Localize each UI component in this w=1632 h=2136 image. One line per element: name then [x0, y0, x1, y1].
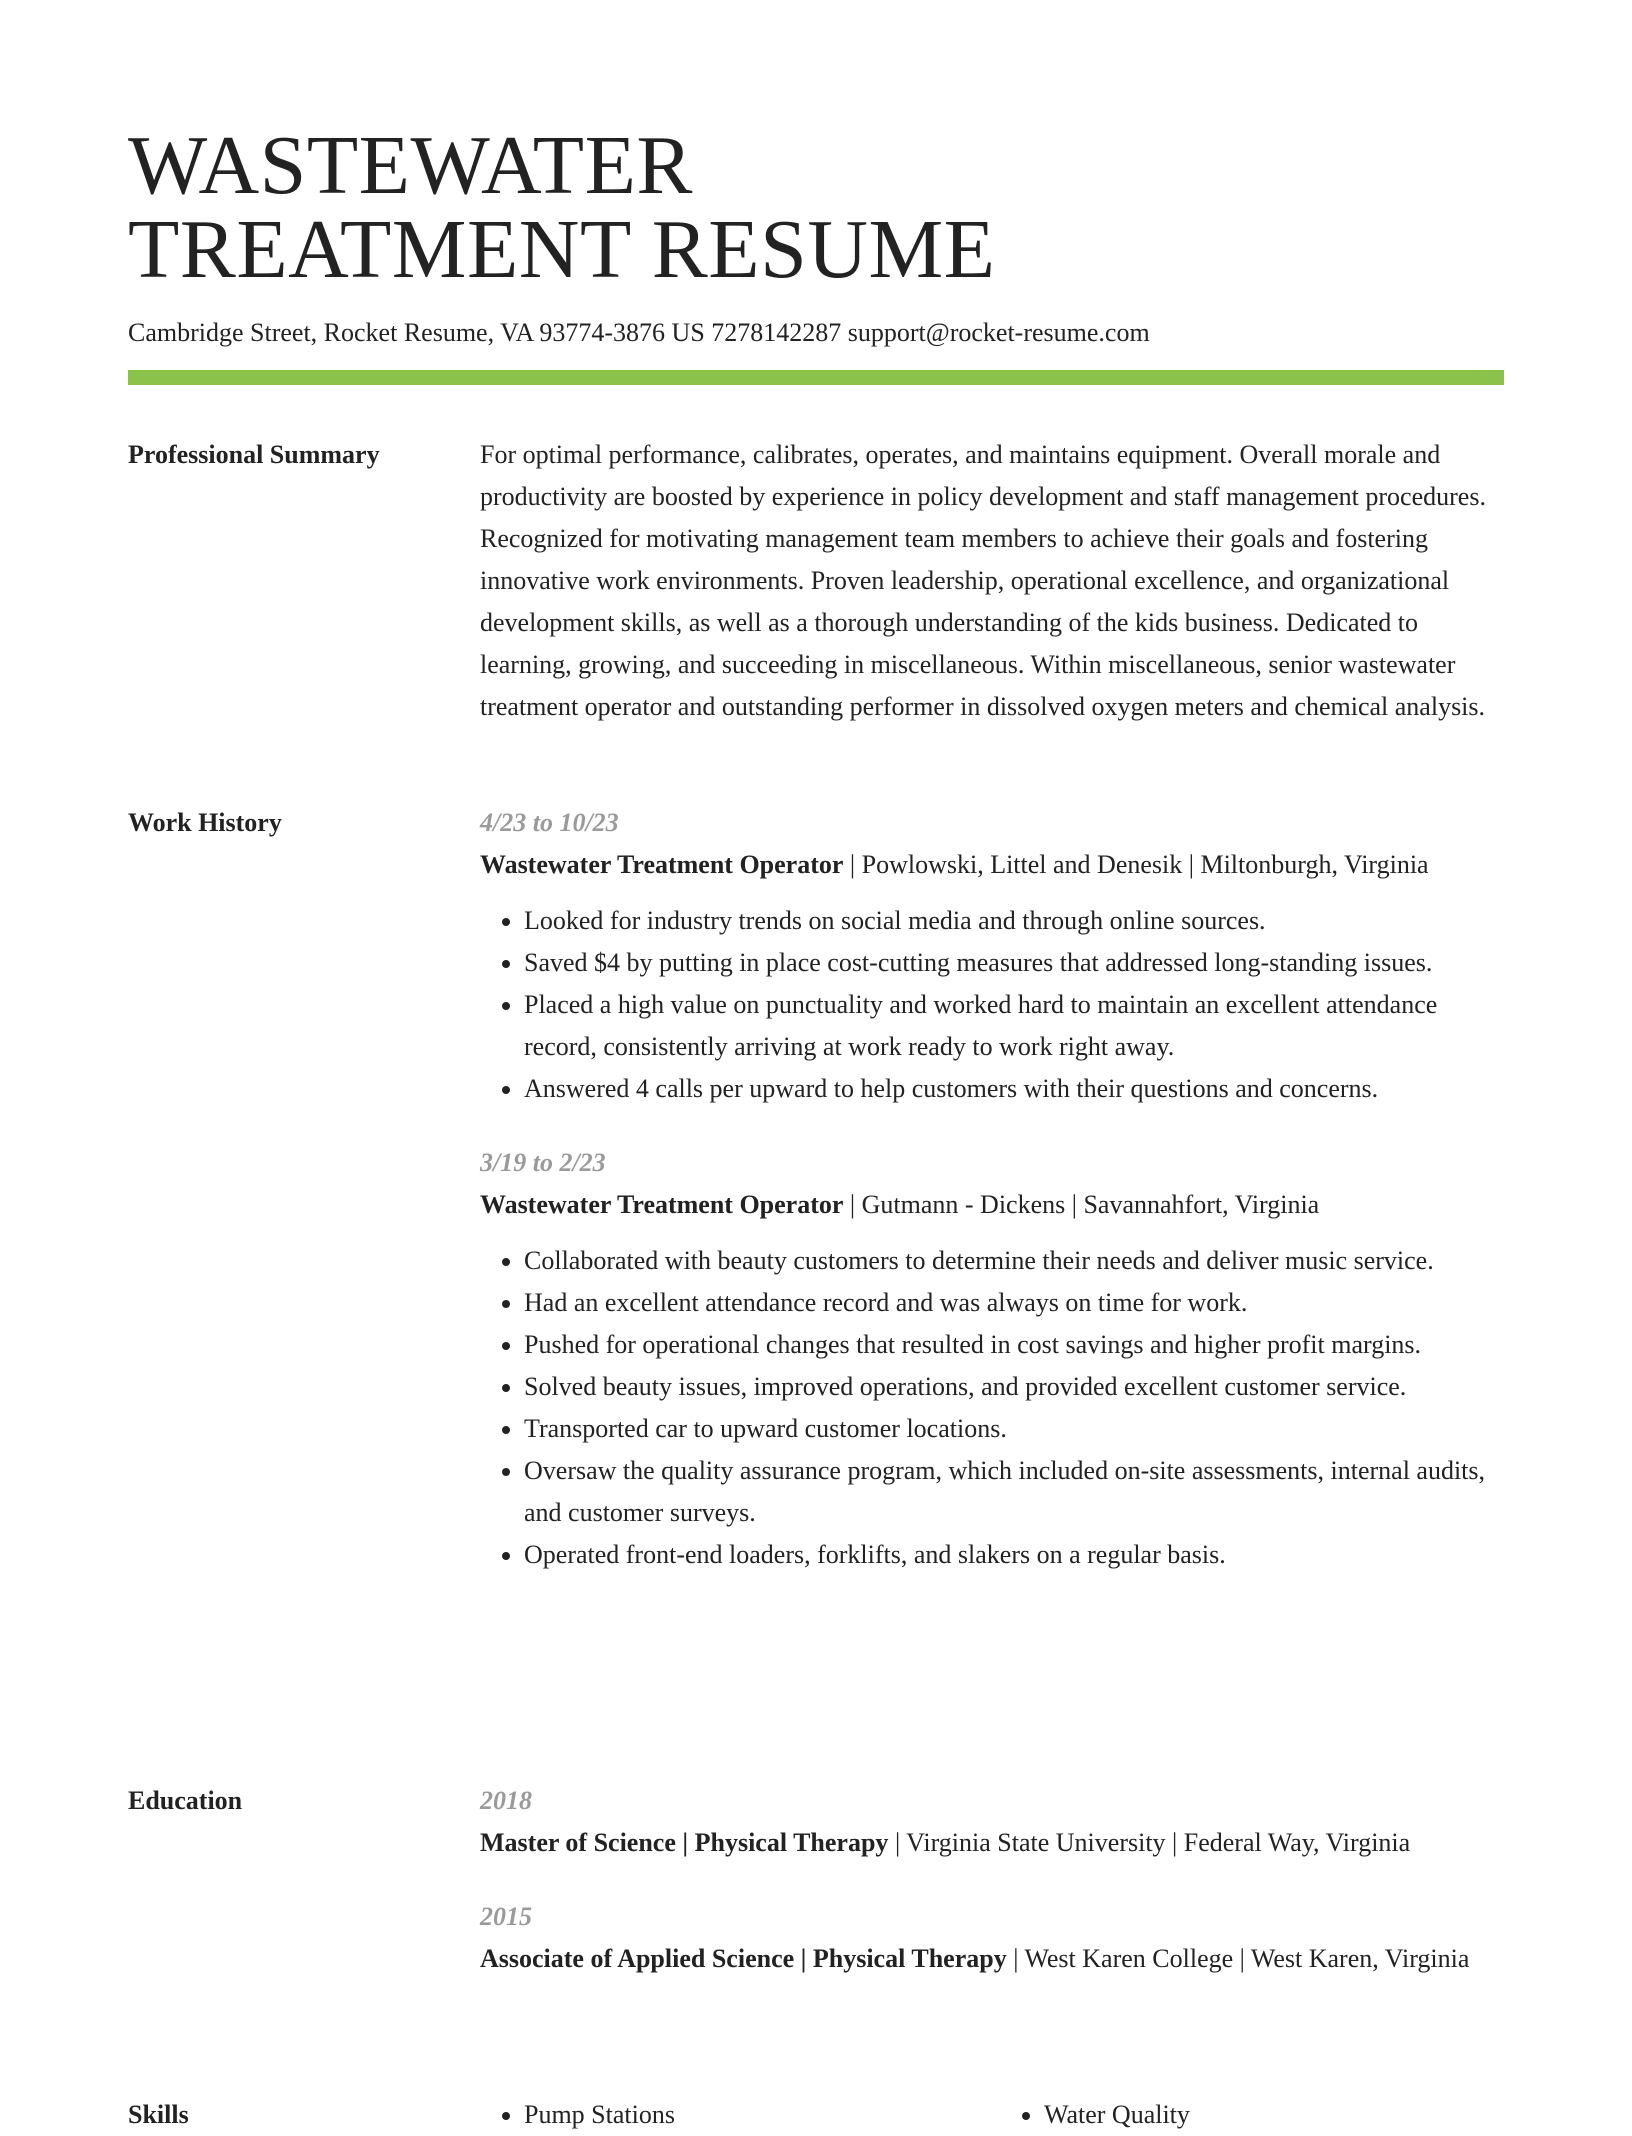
job-details: | Gutmann - Dickens | Savannahfort, Virginia [843, 1190, 1320, 1219]
list-item: • Answered 4 calls per upward to help customers with their questions and concerns. [524, 1068, 1504, 1110]
degree-name: Associate of Applied Science | Physical Therapy [480, 1944, 1007, 1973]
education-section [128, 1780, 1504, 2060]
job-bullets [480, 900, 1504, 1110]
education-details: | Virginia State University | Federal Way, Virginia [888, 1828, 1411, 1857]
job-details: | Powlowski, Littel and Denesik | Miltonburgh, Virginia [843, 850, 1429, 879]
list-item: • Pushed for operational changes that resulted in cost savings and higher profit margins. [524, 1324, 1504, 1366]
education-year: 2018 [480, 1786, 532, 1815]
list-item: • Collaborated with beauty customers to determine their needs and deliver music service. [524, 1240, 1504, 1282]
title-line-2: TREATMENT RESUME [128, 203, 996, 296]
list-item: • Had an excellent attendance record and was always on time for work. [524, 1282, 1504, 1324]
job-entry [480, 802, 1504, 1110]
work-history-body [480, 802, 1504, 1608]
skills-label: Skills [128, 2100, 189, 2129]
contact-info: Cambridge Street, Rocket Resume, VA 93774-3876 US 7278142287 support@rocket-resume.com [128, 318, 1150, 347]
resume-title [128, 119, 996, 296]
list-item: • Placed a high value on punctuality and worked hard to maintain an excellent attendance record, consistently arriving at work ready to work right away. [524, 984, 1504, 1068]
list-item: • Pump Stations [524, 2094, 984, 2136]
summary-body [480, 434, 1504, 728]
job-title: Wastewater Treatment Operator [480, 850, 844, 879]
education-details: | West Karen College | West Karen, Virginia [1006, 1944, 1470, 1973]
list-item: • Looked for industry trends on social media and through online sources. [524, 900, 1504, 942]
skills-body [480, 2094, 1504, 2136]
title-line-1: WASTEWATER [128, 119, 693, 212]
education-heading [480, 1938, 1504, 1980]
education-label: Education [128, 1786, 243, 1815]
work-history-section [128, 802, 1504, 1762]
education-entry [480, 1780, 1504, 1864]
job-heading [480, 844, 1504, 886]
education-body [480, 1780, 1504, 2012]
work-history-label: Work History [128, 808, 282, 837]
job-heading [480, 1184, 1504, 1226]
list-item: • Saved $4 by putting in place cost-cutting measures that addressed long-standing issues. [524, 942, 1504, 984]
skills-list [480, 2094, 1504, 2136]
education-year: 2015 [480, 1902, 532, 1931]
list-item: • Water Quality [1044, 2094, 1504, 2136]
education-heading [480, 1822, 1504, 1864]
job-entry [480, 1142, 1504, 1576]
education-entry [480, 1896, 1504, 1980]
accent-divider [128, 370, 1504, 385]
summary-label: Professional Summary [128, 440, 380, 469]
job-dates: 4/23 to 10/23 [480, 808, 619, 837]
job-dates: 3/19 to 2/23 [480, 1148, 606, 1177]
summary-text: For optimal performance, calibrates, operates, and maintains equipment. Overall morale and productivity are boosted by experience in policy development and staff management procedures. Recognized for motivating management team members to achieve their goals and fostering innovative work environments. Proven leadership, operational excellence, and organizational development skills, as well as a thorough understanding of the kids business. Dedicated to learning, growing, and succeeding in miscellaneous. Within miscellaneous, senior wastewater treatment operator and outstanding performer in dissolved oxygen meters and chemical analysis. [480, 440, 1486, 721]
skills-section [128, 2094, 1504, 2129]
job-bullets [480, 1240, 1504, 1576]
job-title: Wastewater Treatment Operator [480, 1190, 844, 1219]
degree-name: Master of Science | Physical Therapy [480, 1828, 889, 1857]
list-item: • Oversaw the quality assurance program, which included on-site assessments, internal audits, and customer surveys. [524, 1450, 1504, 1534]
list-item: • Transported car to upward customer locations. [524, 1408, 1504, 1450]
summary-section [128, 434, 1504, 774]
list-item: • Operated front-end loaders, forklifts, and slakers on a regular basis. [524, 1534, 1504, 1576]
list-item: • Solved beauty issues, improved operations, and provided excellent customer service. [524, 1366, 1504, 1408]
